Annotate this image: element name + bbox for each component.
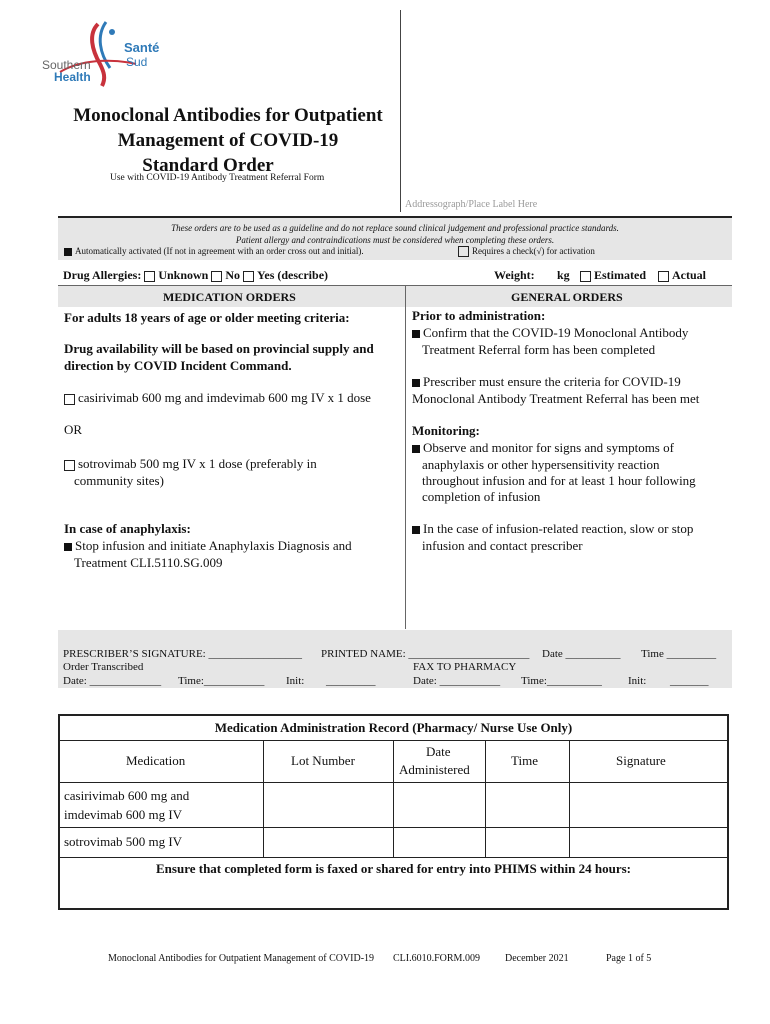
logo-sante: Santé: [124, 40, 160, 55]
transcribed-date[interactable]: Date: _____________: [63, 675, 162, 687]
anaphylaxis-line2: Treatment CLI.5110.SG.009: [74, 555, 223, 570]
option-sotrovimab-line2: community sites): [74, 473, 164, 488]
row-casirivimab-line1: casirivimab 600 mg and: [64, 788, 190, 803]
monitoring-title: Monitoring:: [412, 423, 480, 438]
prescriber-signature[interactable]: PRESCRIBER’S SIGNATURE: _________________: [63, 648, 302, 660]
transcribed-init-blank[interactable]: _________: [326, 675, 376, 687]
footer-code: CLI.6010.FORM.009: [393, 953, 480, 964]
filled-square-icon: [412, 445, 420, 453]
orders-column-divider: [405, 285, 406, 629]
fax-time[interactable]: Time:__________: [521, 675, 602, 687]
southern-health-logo: [40, 20, 180, 90]
fax-init-blank[interactable]: _______: [670, 675, 709, 687]
filled-square-icon: [412, 379, 420, 387]
orders-header-row: [58, 285, 732, 307]
ensure-faxed-note: Ensure that completed form is faxed or shared for entry into PHIMS within 24 hours:: [156, 861, 631, 876]
fax-date[interactable]: Date: ___________: [413, 675, 501, 687]
drug-allergies: Drug Allergies: Unknown No Yes (describe): [63, 268, 329, 282]
logo-southern: Southern: [42, 58, 91, 72]
prior-title: Prior to administration:: [412, 308, 546, 323]
footer-date: December 2021: [505, 953, 569, 964]
prior2-line2: Monoclonal Antibody Treatment Referral has been met: [412, 391, 700, 406]
or-text: OR: [64, 422, 83, 437]
checkbox-no[interactable]: [211, 271, 222, 282]
mar-title: Medication Administration Record (Pharmacy/ Nurse Use Only): [60, 716, 727, 741]
estimated-option: Estimated: [580, 268, 646, 283]
criteria-text: For adults 18 years of age or older meeting criteria:: [64, 310, 350, 325]
guideline-notice: These orders are to be used as a guideline and do not replace sound clinical judgement and professional practice standards. Patient allergy and contraindications must be considered when completing these orders. Automatically activated (If not in agreement with an order cross out and initial). Requires a check(√) for activation: [58, 216, 732, 260]
anaphylaxis-line1: Stop infusion and initiate Anaphylaxis Diagnosis and: [64, 537, 352, 554]
subtitle: Use with COVID-19 Antibody Treatment Referral Form: [110, 173, 325, 183]
col-date-administered: Administered: [399, 762, 470, 777]
header-divider: [400, 10, 401, 212]
sign-date[interactable]: Date __________: [542, 648, 621, 660]
order-transcribed: Order Transcribed: [63, 661, 144, 673]
general-orders-header: GENERAL ORDERS: [511, 290, 623, 304]
anaphylaxis-title: In case of anaphylaxis:: [64, 521, 191, 536]
logo-health: Health: [54, 70, 91, 84]
availability-line1: Drug availability will be based on provincial supply and: [64, 341, 374, 356]
monitor-line4: completion of infusion: [422, 489, 541, 504]
option-sotrovimab: sotrovimab 500 mg IV x 1 dose (preferably in: [64, 455, 317, 472]
prior1-line2: Treatment Referral form has been completed: [422, 342, 656, 357]
page-title: Monoclonal Antibodies for Outpatient Management of COVID-19 Standard Order: [73, 105, 383, 176]
col-medication: Medication: [126, 753, 186, 768]
weight-label: Weight:: [494, 268, 535, 282]
mar-col-rule: [569, 740, 570, 857]
filled-square-icon: [64, 543, 72, 551]
fax-init-label: Init:: [628, 675, 647, 687]
col-date: Date: [426, 744, 451, 759]
reaction-line2: infusion and contact prescriber: [422, 538, 583, 553]
col-time: Time: [511, 753, 538, 768]
reaction-line1: In the case of infusion-related reaction, slow or stop: [412, 520, 693, 537]
prior2-line1: Prescriber must ensure the criteria for COVID-19: [412, 373, 681, 390]
checkbox-actual[interactable]: [658, 271, 669, 282]
addressograph-label: Addressograph/Place Label Here: [405, 199, 538, 210]
monitor-line3: throughout infusion and for at least 1 hour following: [422, 473, 696, 488]
checkbox-casirivimab[interactable]: [64, 394, 75, 405]
checkbox-sotrovimab[interactable]: [64, 460, 75, 471]
mar-col-rule: [393, 740, 394, 857]
filled-square-icon: [412, 526, 420, 534]
logo-sud: Sud: [126, 55, 148, 69]
mar-col-rule: [485, 740, 486, 857]
footer-page: Page 1 of 5: [606, 953, 652, 964]
col-lot-number: Lot Number: [291, 753, 355, 768]
sign-time[interactable]: Time _________: [641, 648, 717, 660]
checkbox-estimated[interactable]: [580, 271, 591, 282]
option-casirivimab: casirivimab 600 mg and imdevimab 600 mg IV x 1 dose: [64, 389, 371, 406]
col-signature: Signature: [616, 753, 666, 768]
signature-area: [58, 630, 732, 688]
transcribed-time[interactable]: Time:___________: [178, 675, 265, 687]
prior1-line1: Confirm that the COVID-19 Monoclonal Antibody: [412, 324, 688, 341]
checkbox-icon: [458, 246, 469, 257]
transcribed-init-label: Init:: [286, 675, 305, 687]
footer-doc-title: Monoclonal Antibodies for Outpatient Management of COVID-19: [108, 953, 375, 964]
mar-rule: [60, 857, 727, 858]
availability-line2: direction by COVID Incident Command.: [64, 358, 292, 373]
medication-administration-record: [58, 714, 729, 910]
row-casirivimab-line2: imdevimab 600 mg IV: [64, 807, 183, 822]
checkbox-yes[interactable]: [243, 271, 254, 282]
printed-name[interactable]: PRINTED NAME: ______________________: [321, 648, 530, 660]
fax-to-pharmacy: FAX TO PHARMACY: [413, 661, 517, 673]
filled-square-icon: [412, 330, 420, 338]
mar-col-rule: [263, 740, 264, 857]
kg-label: kg: [557, 268, 570, 282]
row-sotrovimab: sotrovimab 500 mg IV: [64, 834, 183, 849]
monitor-line1: Observe and monitor for signs and symptoms of: [412, 439, 674, 456]
medication-orders-header: MEDICATION ORDERS: [163, 290, 296, 304]
monitor-line2: anaphylaxis or other hypersensitivity reaction: [422, 457, 660, 472]
filled-square-icon: [64, 248, 72, 256]
checkbox-unknown[interactable]: [144, 271, 155, 282]
actual-option: Actual: [658, 268, 706, 283]
